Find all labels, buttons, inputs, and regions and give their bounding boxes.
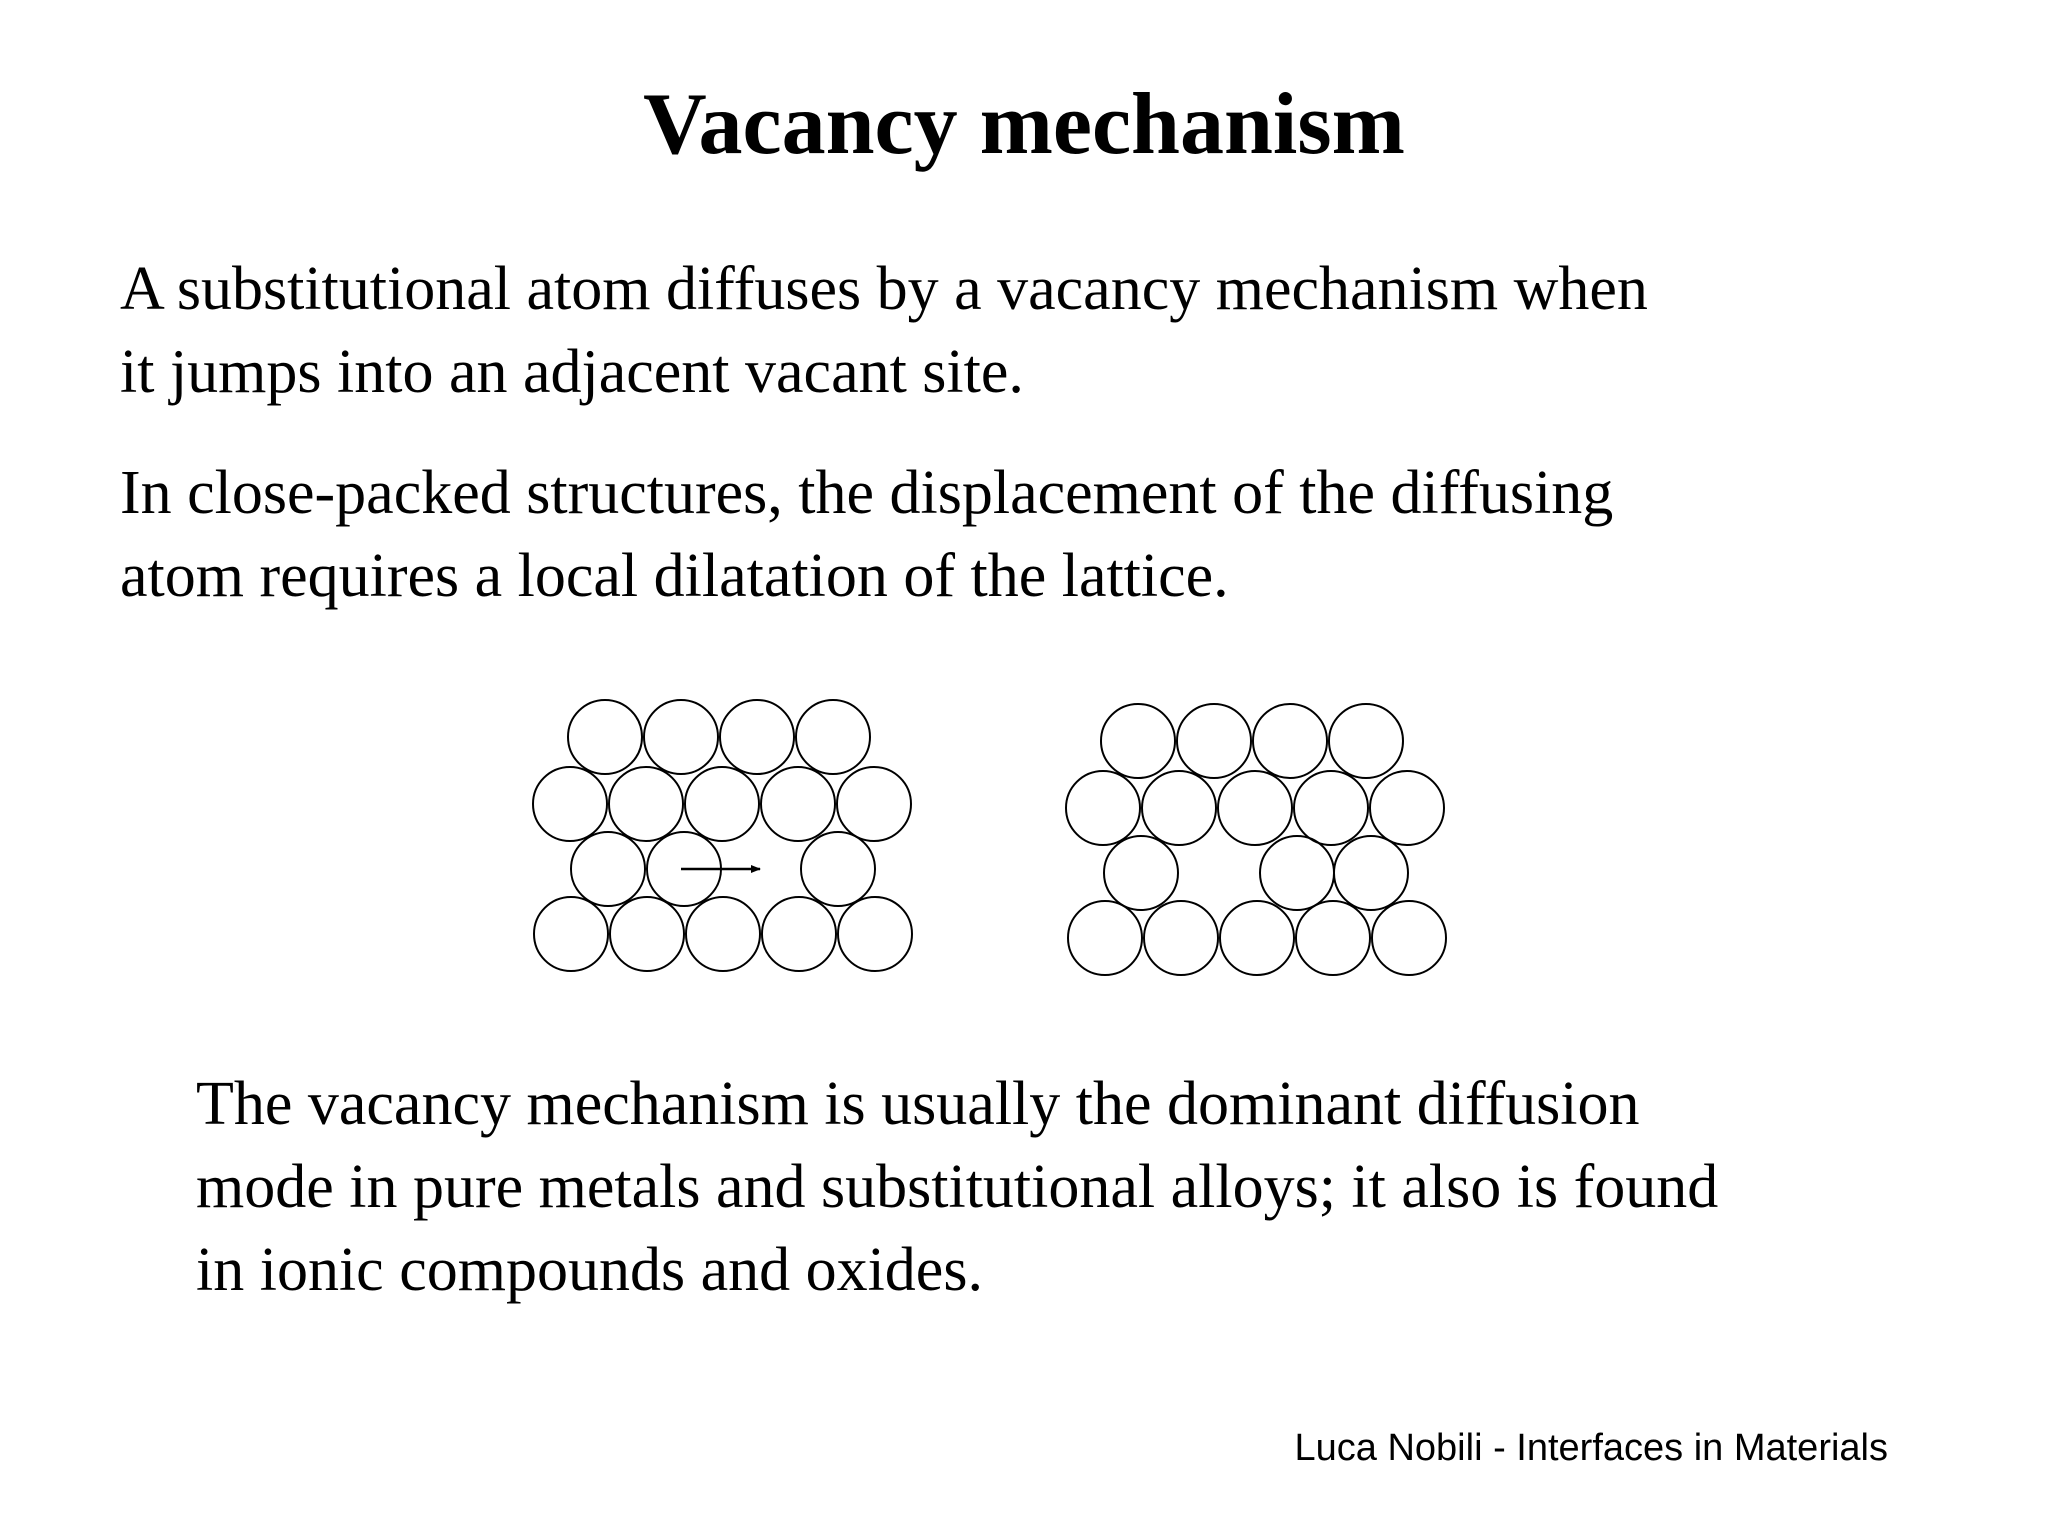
atom — [1296, 901, 1370, 975]
atom — [571, 832, 645, 906]
paragraph-line: A substitutional atom diffuses by a vacancy mechanism when — [120, 255, 1648, 323]
paragraph-close-packed — [120, 452, 1613, 618]
atom — [720, 700, 794, 774]
paragraph-line: In close-packed structures, the displacement of the diffusing — [120, 459, 1614, 527]
atom — [1334, 836, 1408, 910]
atom — [762, 897, 836, 971]
paragraph-line: The vacancy mechanism is usually the dominant diffusion — [196, 1070, 1640, 1138]
atom — [533, 767, 607, 841]
atom — [1101, 704, 1175, 778]
atom — [1220, 901, 1294, 975]
atom — [838, 897, 912, 971]
atom — [1294, 771, 1368, 845]
atom — [1329, 704, 1403, 778]
atom — [801, 832, 875, 906]
atom — [609, 767, 683, 841]
atom — [1253, 704, 1327, 778]
lattice-before-jump — [533, 700, 912, 971]
paragraph-line: atom requires a local dilatation of the lattice. — [120, 542, 1229, 610]
lattice-after-jump — [1066, 704, 1446, 975]
slide-footer: Luca Nobili - Interfaces in Materials — [1294, 1427, 1888, 1469]
paragraph-line: in ionic compounds and oxides. — [196, 1236, 983, 1304]
atom — [1142, 771, 1216, 845]
atom — [1372, 901, 1446, 975]
atom — [1066, 771, 1140, 845]
atom — [568, 700, 642, 774]
atom — [1068, 901, 1142, 975]
diffusing-atom — [1260, 836, 1334, 910]
atom — [1370, 771, 1444, 845]
diffusing-atom — [647, 832, 721, 906]
paragraph-line: mode in pure metals and substitutional alloys; it also is found — [196, 1153, 1719, 1221]
paragraph-line: it jumps into an adjacent vacant site. — [120, 338, 1024, 406]
atom — [796, 700, 870, 774]
atom — [534, 897, 608, 971]
atom — [761, 767, 835, 841]
paragraph-vacancy-definition — [120, 248, 1648, 414]
atom — [1218, 771, 1292, 845]
atom — [837, 767, 911, 841]
atom — [644, 700, 718, 774]
atom — [1177, 704, 1251, 778]
slide-title: Vacancy mechanism — [643, 76, 1405, 173]
atom — [610, 897, 684, 971]
atom — [685, 767, 759, 841]
atom — [1144, 901, 1218, 975]
paragraph-dominant-mode — [196, 1063, 1718, 1312]
atom — [686, 897, 760, 971]
atom — [1104, 836, 1178, 910]
